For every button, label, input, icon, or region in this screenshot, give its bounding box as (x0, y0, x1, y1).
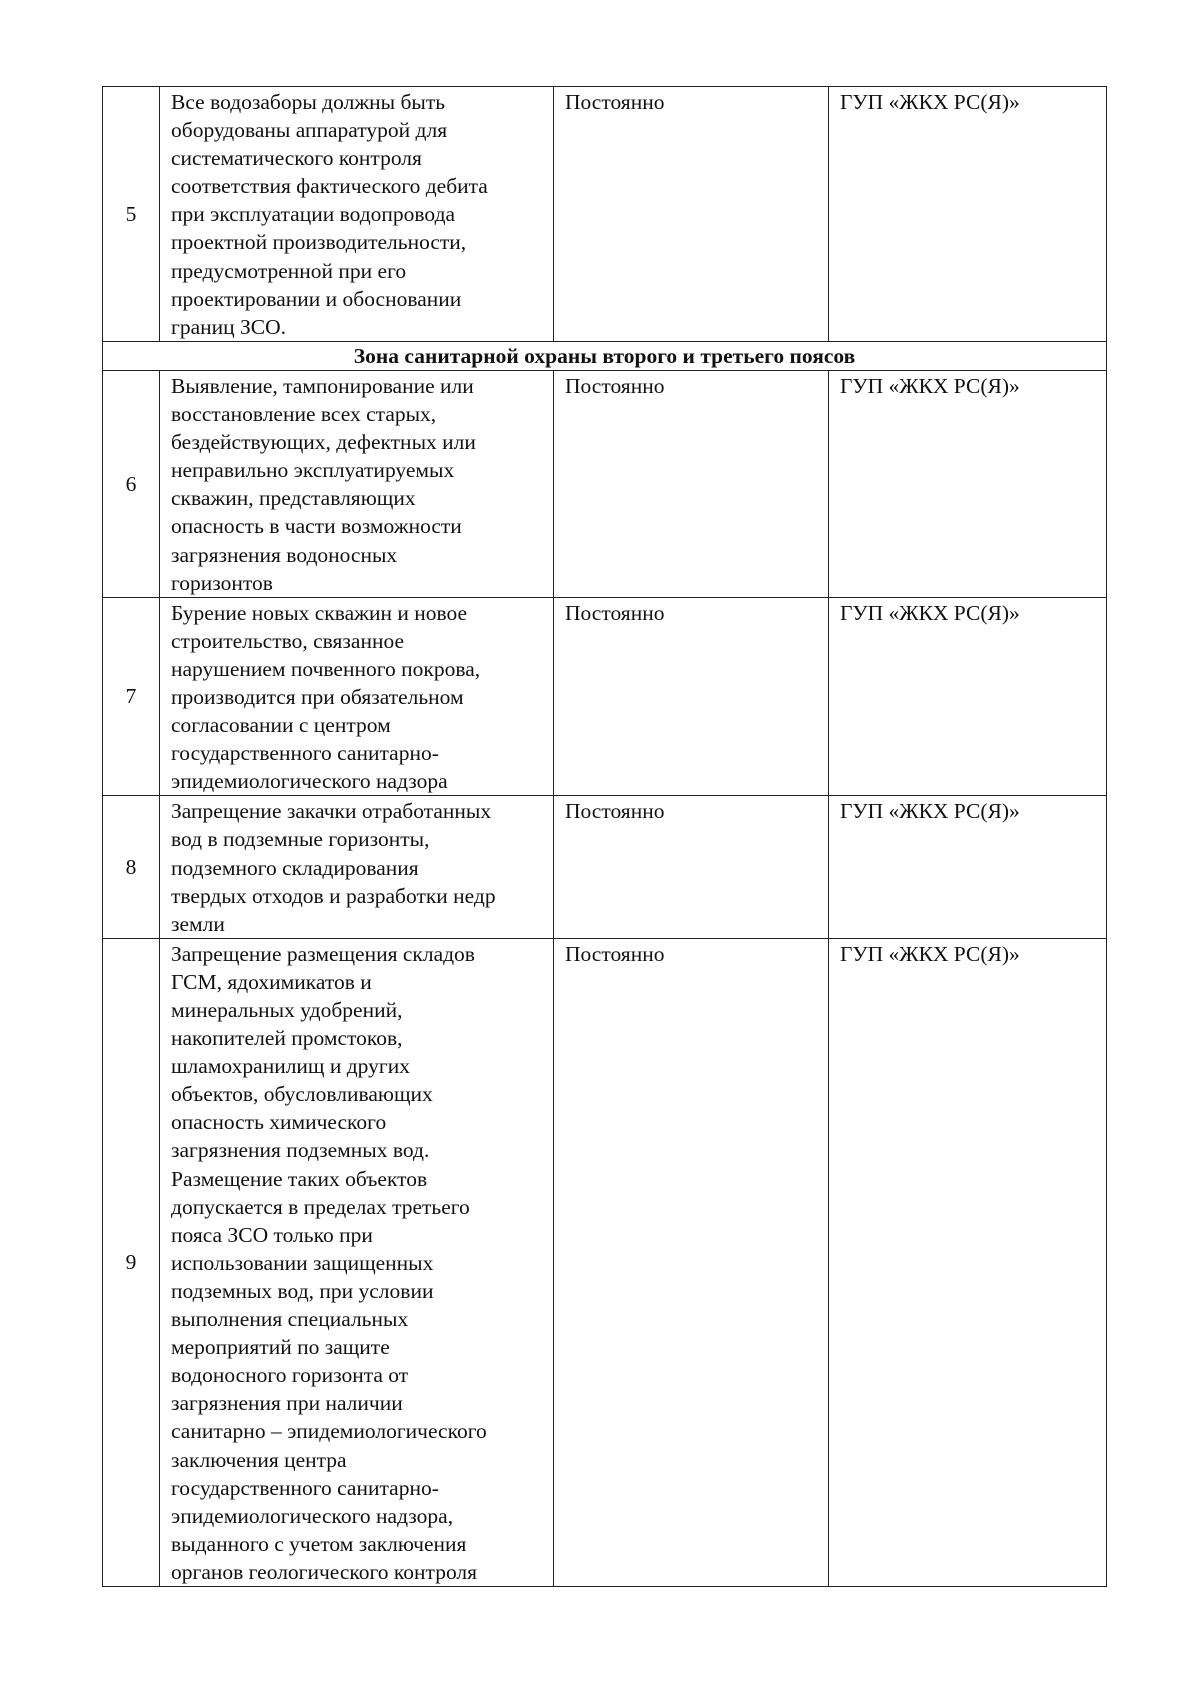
measure-period: Постоянно (554, 796, 829, 938)
measure-period: Постоянно (554, 87, 829, 342)
measure-period: Постоянно (554, 370, 829, 597)
measures-table (102, 86, 1107, 1587)
measure-description: Запрещение закачки отработанных вод в подземные горизонты, подземного складирования твердых отходов и разработки недр земли (160, 796, 554, 938)
measure-period: Постоянно (554, 938, 829, 1586)
measure-responsible: ГУП «ЖКХ РС(Я)» (829, 370, 1107, 597)
table-row (103, 938, 1107, 1586)
measure-description: Выявление, тампонирование или восстановление всех старых, бездействующих, дефектных или неправильно эксплуатируемых скважин, представляющих опасность в части возможности загрязнения водоносных горизонтов (160, 370, 554, 597)
section-heading: Зона санитарной охраны второго и третьего поясов (103, 341, 1107, 370)
table-row (103, 796, 1107, 938)
row-number: 7 (103, 597, 160, 796)
section-heading-row (103, 341, 1107, 370)
measure-period: Постоянно (554, 597, 829, 796)
measure-responsible: ГУП «ЖКХ РС(Я)» (829, 87, 1107, 342)
table-row (103, 597, 1107, 796)
row-number: 8 (103, 796, 160, 938)
row-number: 9 (103, 938, 160, 1586)
measure-responsible: ГУП «ЖКХ РС(Я)» (829, 938, 1107, 1586)
measure-responsible: ГУП «ЖКХ РС(Я)» (829, 796, 1107, 938)
table-row (103, 370, 1107, 597)
measure-responsible: ГУП «ЖКХ РС(Я)» (829, 597, 1107, 796)
measure-description: Бурение новых скважин и новое строительство, связанное нарушением почвенного покрова, производится при обязательном согласовании с центром государственного санитарно- эпидемиологического надзора (160, 597, 554, 796)
measure-description: Запрещение размещения складов ГСМ, ядохимикатов и минеральных удобрений, накопителей промстоков, шламохранилищ и других объектов, обусловливающих опасность химического загрязнения подземных вод. Размещение таких объектов допускается в пределах третьего пояса ЗСО только при использовании защищенных подземных вод, при условии выполнения специальных мероприятий по защите водоносного горизонта от загрязнения при наличии санитарно – эпидемиологического заключения центра государственного санитарно- эпидемиологического надзора, выданного с учетом заключения органов геологического контроля (160, 938, 554, 1586)
table-row (103, 87, 1107, 342)
measure-description: Все водозаборы должны быть оборудованы аппаратурой для систематического контроля соответствия фактического дебита при эксплуатации водопровода проектной производительности, предусмотренной при его проектировании и обосновании границ ЗСО. (160, 87, 554, 342)
row-number: 5 (103, 87, 160, 342)
row-number: 6 (103, 370, 160, 597)
